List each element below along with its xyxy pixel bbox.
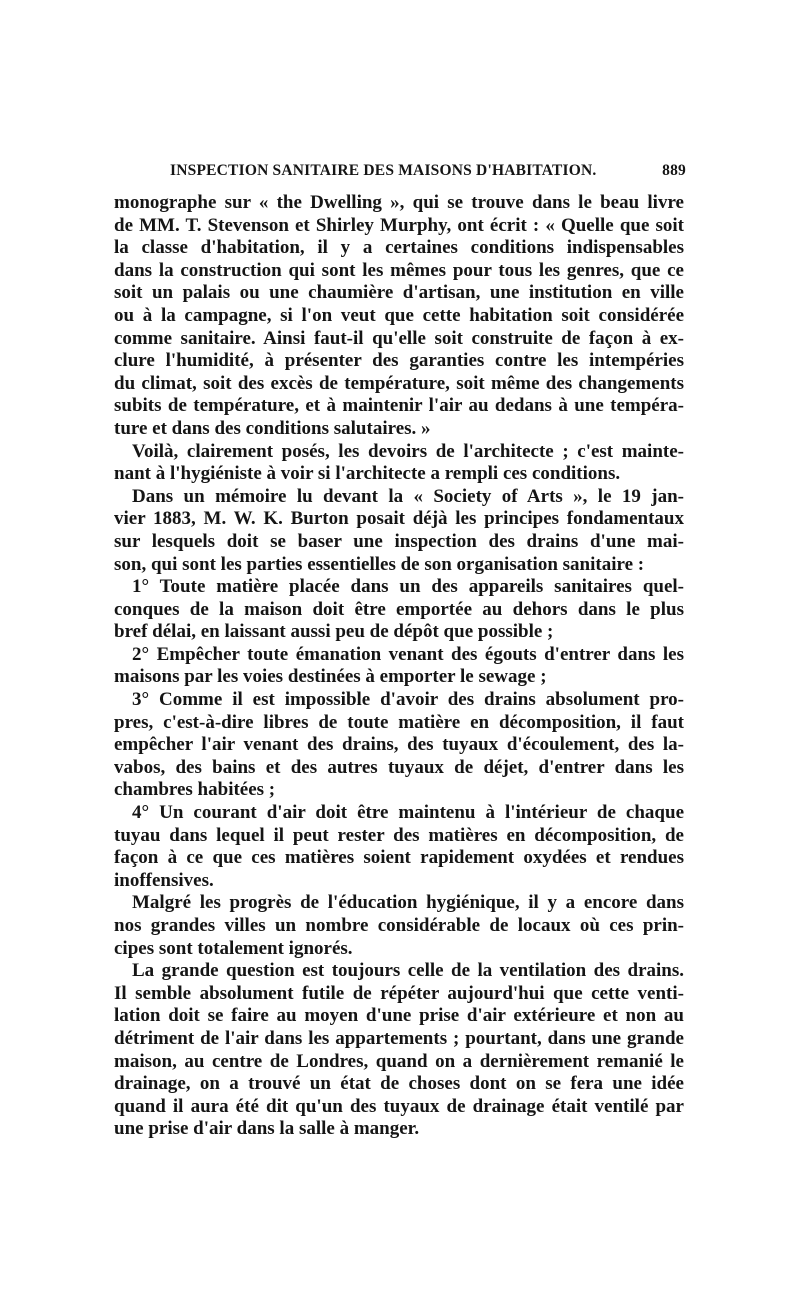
text-line: détriment de l'air dans les appartements ; pourtant, dans une grande: [114, 1027, 684, 1049]
text-line: cipes sont totalement ignorés.: [114, 937, 353, 959]
text-line: bref délai, en laissant aussi peu de dépôt que possible ;: [114, 621, 554, 643]
text-line: lation doit se faire au moyen d'une prise d'air extérieure et non au: [114, 1005, 684, 1027]
text-line: ture et dans des conditions salutaires. »: [114, 417, 431, 439]
text-line: drainage, on a trouvé un état de choses dont on se fera une idée: [114, 1073, 684, 1095]
text-line: sur lesquels doit se baser une inspection des drains d'une mai-: [114, 530, 684, 552]
text-line: 3° Comme il est impossible d'avoir des drains absolument pro-: [132, 689, 684, 711]
running-header: [114, 160, 684, 188]
text-line: son, qui sont les parties essentielles de son organisation sanitaire :: [114, 553, 645, 575]
text-line: inoffensives.: [114, 869, 214, 891]
text-line: vier 1883, M. W. K. Burton posait déjà les principes fondamentaux: [114, 508, 684, 530]
text-line: vabos, des bains et des autres tuyaux de déjet, d'entrer dans les: [114, 756, 684, 778]
text-line: une prise d'air dans la salle à manger.: [114, 1118, 420, 1140]
text-line: empêcher l'air venant des drains, des tuyaux d'écoulement, des la-: [114, 734, 684, 756]
text-line: Il semble absolument futile de répéter aujourd'hui que cette venti-: [114, 982, 684, 1004]
text-line: nant à l'hygiéniste à voir si l'architecte a rempli ces conditions.: [114, 463, 621, 485]
text-line: maison, au centre de Londres, quand on a dernièrement remanié le: [114, 1050, 684, 1072]
running-title: INSPECTION SANITAIRE DES MAISONS D'HABITATION.: [170, 162, 597, 179]
text-line: 4° Un courant d'air doit être maintenu à l'intérieur de chaque: [132, 802, 684, 824]
text-line: 2° Empêcher toute émanation venant des égouts d'entrer dans les: [132, 643, 684, 665]
text-line: Dans un mémoire lu devant la « Society of Arts », le 19 jan-: [132, 485, 684, 507]
book-page: [114, 160, 684, 1141]
text-line: ou à la campagne, si l'on veut que cette habitation soit considérée: [114, 304, 684, 326]
text-line: dans la construction qui sont les mêmes pour tous les genres, que ce: [114, 259, 684, 281]
text-line: Malgré les progrès de l'éducation hygiénique, il y a encore dans: [132, 892, 684, 914]
text-line: conques de la maison doit être emportée au dehors dans le plus: [114, 598, 684, 620]
text-line: du climat, soit des excès de température, soit même des changements: [114, 372, 684, 394]
text-line: chambres habitées ;: [114, 779, 276, 801]
page-number: 889: [662, 162, 686, 179]
text-line: façon à ce que ces matières soient rapidement oxydées et rendues: [114, 847, 684, 869]
text-line: quand il aura été dit qu'un des tuyaux de drainage était ventilé par: [114, 1095, 684, 1117]
text-line: de MM. T. Stevenson et Shirley Murphy, ont écrit : « Quelle que soit: [114, 214, 684, 236]
body-text: [114, 192, 684, 1141]
text-line: tuyau dans lequel il peut rester des matières en décomposition, de: [114, 824, 684, 846]
text-line: pres, c'est-à-dire libres de toute matière en décomposition, il faut: [114, 711, 684, 733]
text-line: Voilà, clairement posés, les devoirs de l'architecte ; c'est mainte-: [132, 440, 684, 462]
text-line: nos grandes villes un nombre considérable de locaux où ces prin-: [114, 915, 684, 936]
text-line: monographe sur « the Dwelling », qui se trouve dans le beau livre: [114, 192, 684, 213]
text-line: comme sanitaire. Ainsi faut-il qu'elle soit construite de façon à ex-: [114, 327, 684, 349]
text-line: subits de température, et à maintenir l'air au dedans à une tempéra-: [114, 395, 684, 417]
text-line: la classe d'habitation, il y a certaines conditions indispensables: [114, 237, 684, 259]
text-line: clure l'humidité, à présenter des garanties contre les intempéries: [114, 350, 684, 372]
text-line: maisons par les voies destinées à emporter le sewage ;: [114, 666, 547, 688]
text-line: soit un palais ou une chaumière d'artisan, une institution en ville: [114, 282, 684, 304]
text-line: La grande question est toujours celle de la ventilation des drains.: [132, 960, 684, 982]
text-line: 1° Toute matière placée dans un des appareils sanitaires quel-: [132, 576, 684, 598]
